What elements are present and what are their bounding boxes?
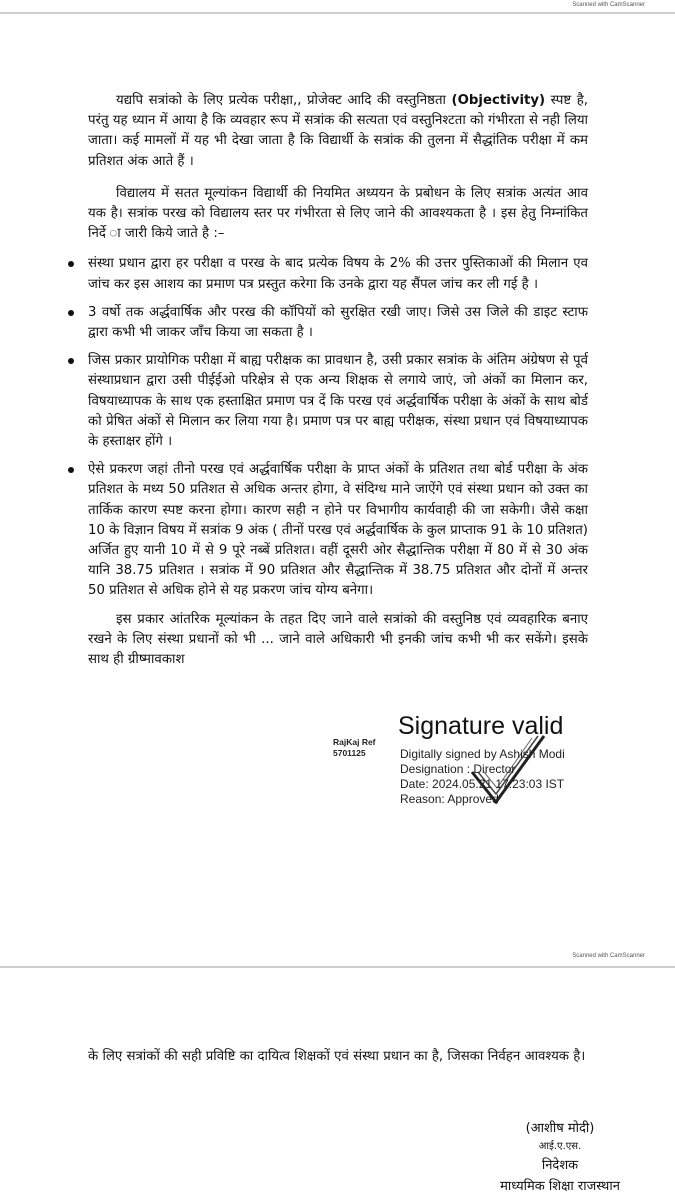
signoff-department: माध्यमिक शिक्षा राजस्थान <box>500 1179 620 1194</box>
rajkaj-ref-number: 5701125 <box>333 748 366 758</box>
instruction-list <box>88 254 588 601</box>
instruction-item <box>88 351 588 452</box>
instruction-item <box>88 460 588 601</box>
page2-paragraph: के लिए सत्रांकों की सही प्रविष्टि का दायित्व शिक्षकों एवं संस्था प्रधान का है, जिसका निर्वहन आवश्यक है। <box>88 1049 586 1064</box>
bullet-icon <box>68 310 74 316</box>
signoff-block <box>480 1118 640 1197</box>
instruction-text: 3 वर्षो तक अर्द्धवार्षिक और परख की कॉपियों को सुरक्षित रखी जाए। जिसे उस जिले की डाइट स्टाफ द्वारा कभी भी जाकर जाँच किया जा सकता है । <box>88 304 588 341</box>
signature-signed-by: Digitally signed by Ashish Modi <box>400 747 565 761</box>
paragraph-objectivity <box>88 91 588 172</box>
paragraph-closing: इस प्रकार आंतरिक मूल्यांकन के तहत दिए जाने वाले सत्रांको की वस्तुनिष्ठ एवं व्यवहारिक बनाए रखने के लिए संस्था प्रधानों को भी ... जाने वाले अधिकारी भी इनकी जांच कभी भी कर सकेंगे। इसके साथ ही ग्रीष्मावकाश <box>88 611 588 668</box>
digital-signature-stamp <box>398 712 588 822</box>
page-divider-bottom <box>0 966 675 968</box>
instruction-item <box>88 303 588 343</box>
bullet-icon <box>68 261 74 267</box>
letter-body <box>88 91 588 670</box>
instruction-text: जिस प्रकार प्रायोगिक परीक्षा में बाह्य परीक्षक का प्रावधान है, उसी प्रकार सत्रांक के अंतिम अंग्रेषण से पूर्व संस्थाप्रधान द्वारा उसी पीईईओ परिक्षेत्र से एक अन्य शिक्षक से लगाये जाएं, जो अंकों का मिलान कर, विषयाध्यापक के साथ एक हस्ताक्षित प्रमाण पत्र दें कि परख एवं अर्द्धवार्षिक परीक्षा के अंकों के साथ बोर्ड को प्रेषित अंकों से मिलान कर लिया गया है। प्रमाण पत्र पर बाह्य परीक्षक, संस्था प्रधान एवं विषयाध्यापक के हस्ताक्षर होंगे । <box>88 353 588 450</box>
page-divider-top <box>0 12 675 14</box>
paragraph-objectivity-text-b: स्पष्ट है, परंतु यह ध्यान में आया है कि व्यवहार रूप में सत्रांक की सत्यता एवं वस्तुनिश्टता को गंभीरता से नही लिया जाता। कई मामलों में यह भी देखा जाता है कि विद्यार्थी के सत्रांक की तुलना में सैद्धांतिक परीक्षा में कम प्रतिशत अंक आते हैं । <box>88 93 588 169</box>
signature-status: Signature valid <box>398 712 564 740</box>
signature-date: Date: 2024.05.21 17:23:03 IST <box>400 777 565 791</box>
signature-designation: Designation : Director <box>400 762 516 776</box>
signoff-name: (आशीष मोदी) <box>525 1121 595 1136</box>
paragraph-objectivity-text-a: यद्यपि सत्रांको के लिए प्रत्येक परीक्षा,, प्रोजेक्ट आदि की वस्तुनिष्ठता <box>116 93 446 108</box>
rajkaj-ref-label: RajKaj Ref <box>333 737 376 747</box>
signoff-title: निदेशक <box>541 1158 579 1173</box>
instruction-item <box>88 254 588 294</box>
bullet-icon <box>68 467 74 473</box>
camscanner-watermark-bottom: Scanned with CamScanner <box>572 953 645 959</box>
bullet-icon <box>68 358 74 364</box>
objectivity-term: (Objectivity) <box>451 93 546 108</box>
instruction-text: ऐसे प्रकरण जहां तीनो परख एवं अर्द्धवार्षिक परीक्षा के प्राप्त अंकों के प्रतिशत तथा बोर्ड परीक्षा के अंक प्रतिशत के मध्य 50 प्रतिशत से अधिक अन्तर होगा, वे संदिग्ध माने जाऐंगे एवं संस्था प्रधान को उक्त का तार्किक कारण स्पष्ट करना होगा। कारण सही न होने पर विभागीय कार्यवाही की जा सकेगी। जैसे कक्षा 10 के विज्ञान विषय में सत्रांक 9 अंक ( तीनों परख एवं अर्द्धवार्षिक के कुल प्राप्ताक 91 के 10 प्रतिशत) अर्जित हुए यानी 10 में से 9 पूरे नब्बें प्रतिशत। वहीं दूसरी ओर सैद्धान्तिक परीक्षा में 80 में से 30 अंक यानि 38.75 प्रतिशत । सत्रांक में 90 प्रतिशत और सैद्धान्तिक में 38.75 प्रतिशत और दोनों में अन्तर 50 प्रतिशत से अधिक होने से यह प्रकरण जांच योग्य बनेगा। <box>88 462 588 599</box>
signoff-service: आई.ए.एस. <box>538 1141 582 1152</box>
signature-reason: Reason: Approved <box>400 792 499 806</box>
camscanner-watermark-top: Scanned with CamScanner <box>572 2 645 8</box>
instruction-text: संस्था प्रधान द्वारा हर परीक्षा व परख के बाद प्रत्येक विषय के 2% की उत्तर पुस्तिकाओं की मिलान एव जांच कर इस आशय का प्रमाण पत्र प्रस्तुत करेगा कि उनके द्वारा यह सैंपल जांच कर ली गई है । <box>88 256 588 292</box>
paragraph-continuous-evaluation: विद्यालय में सतत मूल्यांकन विद्यार्थी की नियमित अध्ययन के प्रबोधन के लिए सत्रांक अत्यंत आव यक है। सत्रांक परख को विद्यालय स्तर पर गंभीरता से लिए जाने की आवश्यकता है । इस हेतु निम्नांकित निर्दे ा जारी किये जाते है :– <box>88 185 588 242</box>
